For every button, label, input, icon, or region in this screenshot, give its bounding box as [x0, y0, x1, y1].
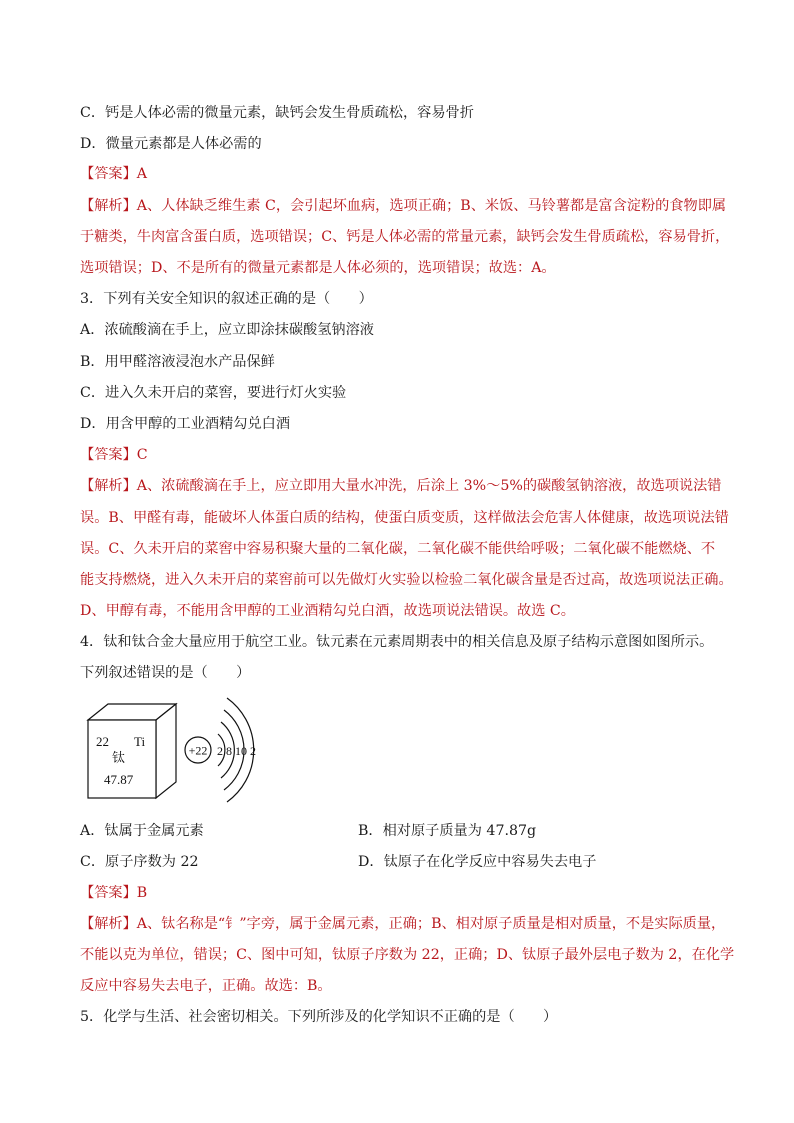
- q4-analysis-line-2: 不能以克为单位，错误；C、图中可知，钛原子序数为 22，正确；D、钛原子最外层电子数为 2，在化学: [80, 947, 735, 963]
- element-symbol: Ti: [134, 734, 146, 749]
- q3-option-a: A．浓硫酸滴在手上，应立即涂抹碳酸氢钠溶液: [80, 322, 374, 338]
- q3-analysis-line-3: 误。C、久未开启的菜窖中容易积聚大量的二氧化碳，二氧化碳不能供给呼吸；二氧化碳不能燃烧、不: [80, 541, 716, 557]
- q3-option-c: C．进入久未开启的菜窖，要进行灯火实验: [80, 385, 347, 401]
- q3-analysis-line-2: 误。B、甲醛有毒，能破坏人体蛋白质的结构，使蛋白质变质，这样做法会危害人体健康，故选项说法错: [80, 510, 729, 526]
- q2-analysis-line-1: 【解析】A、人体缺乏维生素 C，会引起坏血病，选项正确；B、米饭、马铃薯都是富含淀粉的食物即属: [80, 198, 727, 214]
- q3-analysis-line-1: 【解析】A、浓硫酸滴在手上，应立即用大量水冲洗，后涂上 3%～5%的碳酸氢钠溶液，故选项说法错: [80, 478, 722, 494]
- atomic-number: 22: [96, 734, 109, 749]
- q3-stem: 3．下列有关安全知识的叙述正确的是（ ）: [80, 291, 373, 307]
- electron-counts: 2 8 10 2: [217, 744, 256, 758]
- q4-option-c: C．原子序数为 22: [80, 854, 199, 870]
- q3-answer: 【答案】C: [80, 447, 148, 463]
- q4-option-d: D．钛原子在化学反应中容易失去电子: [358, 854, 597, 870]
- q4-option-a: A．钛属于金属元素: [80, 823, 204, 839]
- q4-stem-line-1: 4．钛和钛合金大量应用于航空工业。钛元素在元素周期表中的相关信息及原子结构示意图如图所示。: [80, 634, 714, 650]
- titanium-figure: [84, 696, 284, 816]
- q4-answer: 【答案】B: [80, 885, 148, 901]
- element-name: 钛: [112, 750, 126, 765]
- q5-stem: 5．化学与生活、社会密切相关。下列所涉及的化学知识不正确的是（ ）: [80, 1009, 558, 1025]
- q2-analysis-line-3: 选项错误；D、不是所有的微量元素都是人体必须的，选项错误；故选：A。: [80, 260, 556, 276]
- q2-answer: 【答案】A: [80, 166, 147, 182]
- q4-option-b: B．相对原子质量为 47.87g: [358, 823, 537, 839]
- atomic-mass: 47.87: [104, 772, 134, 787]
- q2-analysis-line-2: 于糖类，牛肉富含蛋白质，选项错误；C、钙是人体必需的常量元素，缺钙会发生骨质疏松，容易骨折，: [80, 229, 730, 245]
- q4-analysis-line-3: 反应中容易失去电子，正确。故选：B。: [80, 978, 332, 994]
- q4-analysis-line-1: 【解析】A、钛名称是“钅”字旁，属于金属元素，正确；B、相对原子质量是相对质量，不是实际质量，: [80, 916, 726, 932]
- q3-option-d: D．用含甲醇的工业酒精勾兑白酒: [80, 416, 291, 432]
- q2-option-c: C．钙是人体必需的微量元素，缺钙会发生骨质疏松，容易骨折: [80, 105, 474, 121]
- q3-analysis-line-4: 能支持燃烧，进入久未开启的菜窖前可以先做灯火实验以检验二氧化碳含量是否过高，故选项说法正确。: [80, 572, 733, 588]
- q2-option-d: D．微量元素都是人体必需的: [80, 136, 262, 152]
- element-card: [88, 704, 176, 798]
- q3-option-b: B．用甲醛溶液浸泡水产品保鲜: [80, 354, 275, 370]
- nuclear-charge: +22: [188, 743, 208, 758]
- q4-stem-line-2: 下列叙述错误的是（ ）: [80, 665, 251, 681]
- q3-analysis-line-5: D、甲醇有毒，不能用含甲醇的工业酒精勾兑白酒，故选项说法错误。故选 C。: [80, 603, 575, 619]
- atom-structure: [185, 698, 256, 802]
